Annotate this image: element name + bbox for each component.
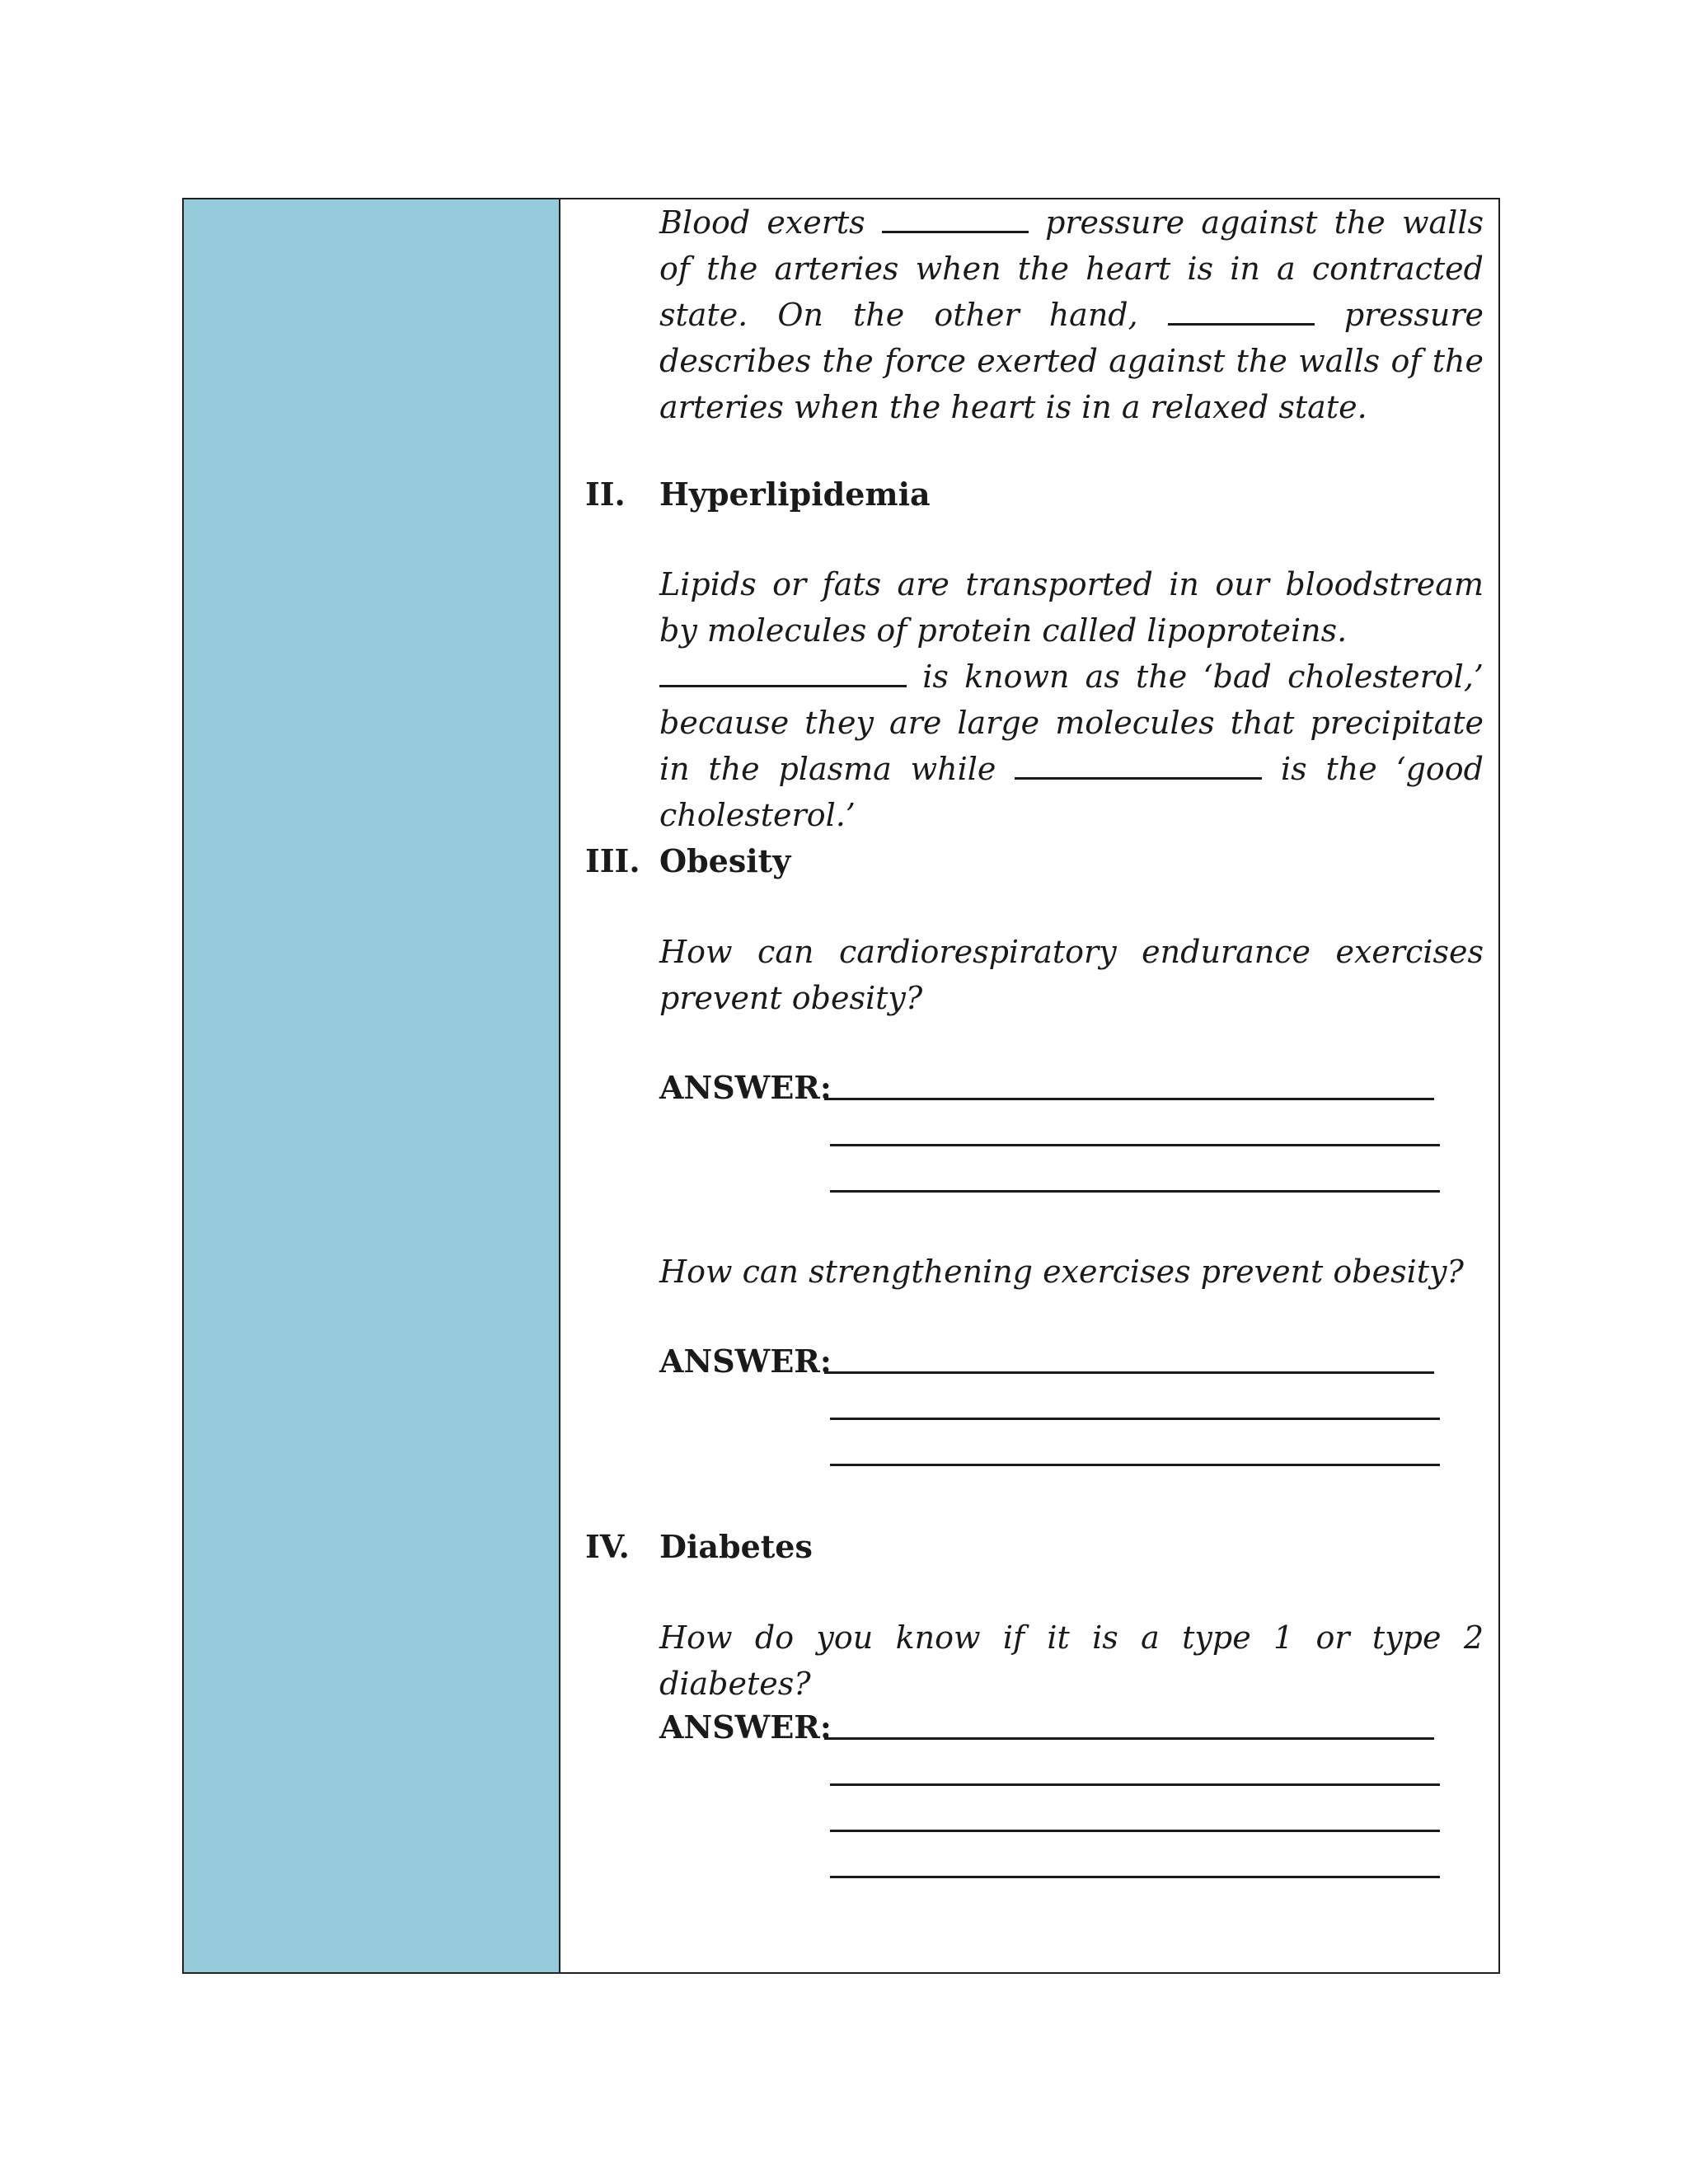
section-4-title: Diabetes	[659, 1528, 813, 1565]
section-3-title: Obesity	[659, 842, 791, 879]
section-2-number: II.	[585, 476, 626, 513]
obesity-question-1-text: How can cardiorespiratory endurance exercises prevent obesity?	[659, 934, 1484, 1016]
obesity-answer-2-line-1[interactable]	[824, 1371, 1434, 1374]
bp-text-1: Blood exerts	[659, 204, 865, 241]
section-3-number: III.	[585, 842, 640, 879]
diabetes-answer-1-line-4[interactable]	[830, 1876, 1440, 1878]
bp-text-2: pressure against the walls of the arteries when the heart is in a contracted state. On the other hand,	[659, 204, 1484, 333]
obesity-answer-2-line-3[interactable]	[830, 1464, 1440, 1466]
section-2-title: Hyperlipidemia	[659, 476, 931, 513]
diabetes-answer-1-line-1[interactable]	[824, 1737, 1434, 1740]
bp-text-3: pressure describes the force exerted against the walls of the arteries when the heart is in a relaxed state.	[659, 297, 1484, 425]
obesity-question-2	[659, 1249, 1484, 1295]
diabetes-answer-1-label: ANSWER:	[659, 1708, 832, 1746]
obesity-answer-1-line-1[interactable]	[824, 1098, 1434, 1100]
cholesterol-text-2: is the ‘good cholesterol.’	[659, 751, 1484, 833]
obesity-answer-1-line-3[interactable]	[830, 1190, 1440, 1193]
obesity-answer-2-label: ANSWER:	[659, 1343, 832, 1380]
worksheet-frame	[182, 198, 1500, 1974]
obesity-question-1	[659, 929, 1484, 1021]
obesity-answer-1-label: ANSWER:	[659, 1069, 832, 1106]
diastolic-blank[interactable]	[1168, 295, 1315, 326]
lipids-paragraph	[659, 561, 1484, 654]
cholesterol-paragraph	[659, 654, 1484, 838]
obesity-question-2-text: How can strengthening exercises prevent obesity?	[659, 1254, 1464, 1290]
diabetes-question-1	[659, 1615, 1484, 1707]
obesity-answer-1-line-2[interactable]	[830, 1144, 1440, 1146]
obesity-answer-2-line-2[interactable]	[830, 1418, 1440, 1420]
cholesterol-text-1: is known as the ‘bad cholesterol,’ because they are large molecules that precipitate in the plasma while	[659, 658, 1484, 787]
diabetes-answer-1-line-2[interactable]	[830, 1783, 1440, 1786]
systolic-blank[interactable]	[882, 203, 1029, 233]
worksheet-content	[184, 199, 1498, 1972]
section-4-number: IV.	[585, 1528, 630, 1565]
blood-pressure-paragraph	[659, 199, 1484, 430]
ldl-blank[interactable]	[659, 657, 907, 687]
diabetes-answer-1-line-3[interactable]	[830, 1830, 1440, 1832]
hdl-blank[interactable]	[1015, 749, 1262, 780]
diabetes-question-1-text: How do you know if it is a type 1 or type 2 diabetes?	[659, 1619, 1484, 1702]
lipids-text: Lipids or fats are transported in our bloodstream by molecules of protein called lipoproteins.	[659, 566, 1484, 649]
